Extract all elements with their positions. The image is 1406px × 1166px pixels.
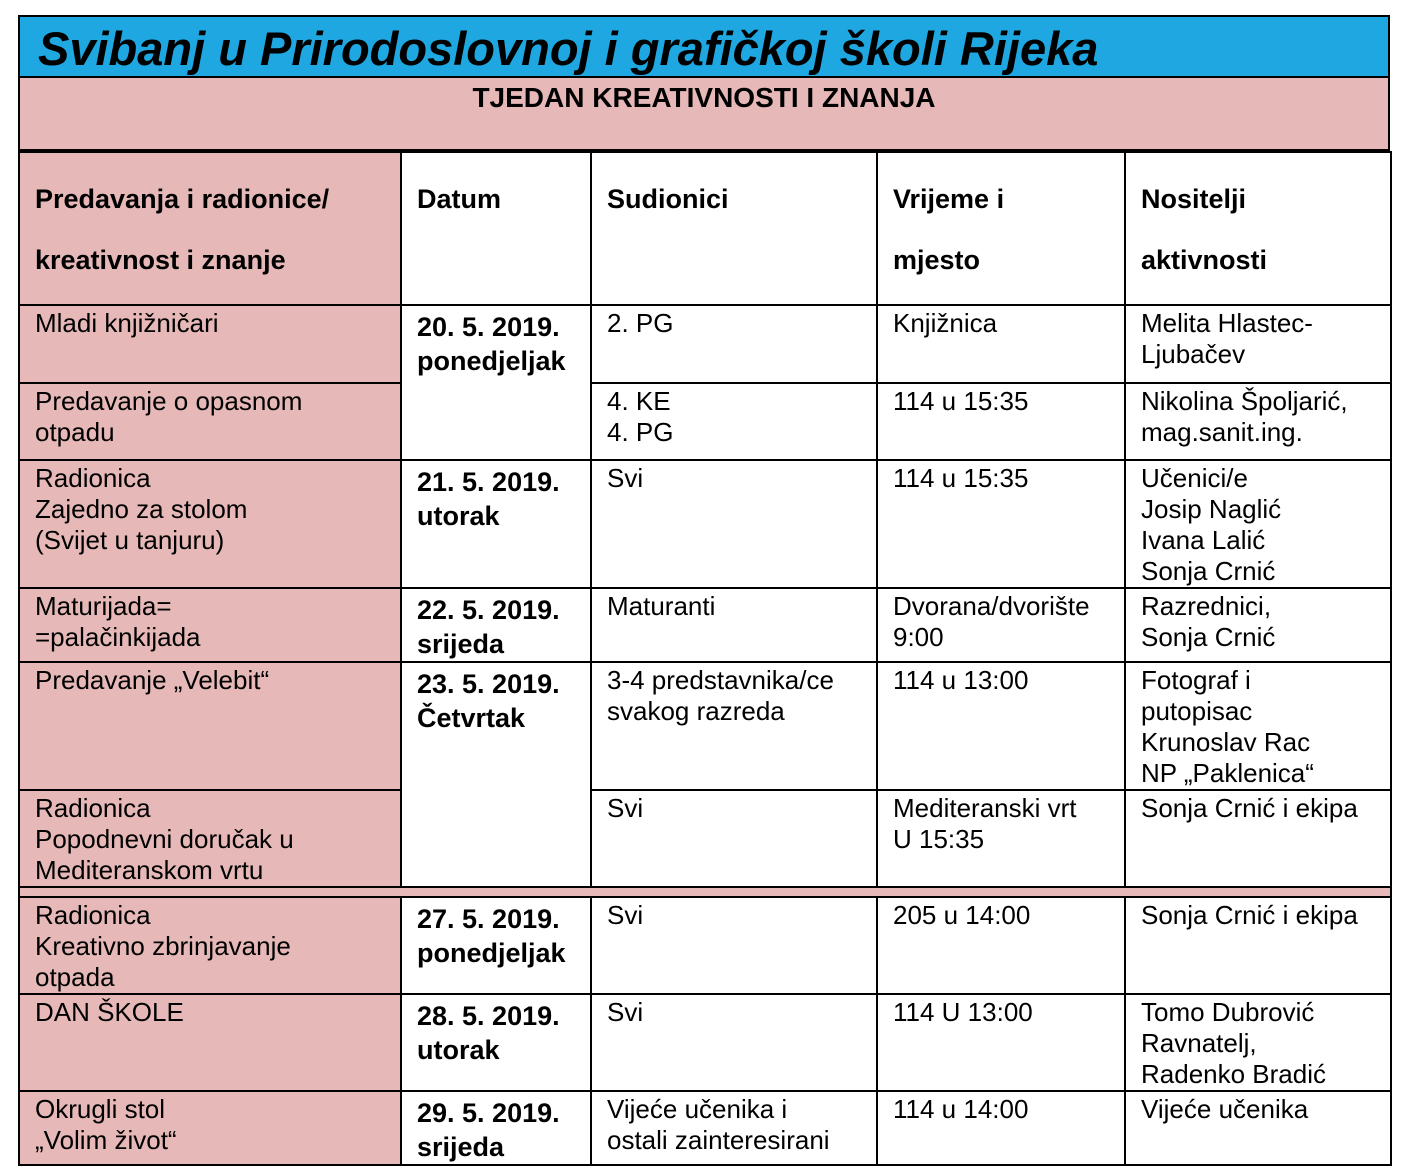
time-place-cell xyxy=(877,383,1125,460)
leaders-text: Sonja Crnić xyxy=(1141,556,1276,586)
time-place-cell xyxy=(877,1091,1125,1165)
activity-text: Mediteranskom vrtu xyxy=(35,855,264,885)
activity-text: Zajedno za stolom xyxy=(35,494,248,524)
leaders-text: putopisac xyxy=(1141,696,1253,726)
activity-text: =palačinkijada xyxy=(35,622,201,652)
leaders-text: Fotograf i xyxy=(1141,665,1251,695)
time-place-text: Dvorana/dvorište xyxy=(893,591,1090,621)
leaders-cell xyxy=(1125,305,1391,383)
participants-text: Svi xyxy=(607,900,644,930)
subtitle-banner xyxy=(18,78,1390,151)
participants-cell xyxy=(591,305,877,383)
date-cell xyxy=(401,588,591,662)
table-row xyxy=(19,662,1391,790)
weekday-text: utorak xyxy=(417,501,500,531)
leaders-cell xyxy=(1125,383,1391,460)
activity-cell xyxy=(19,662,401,790)
activity-cell xyxy=(19,460,401,588)
participants-text: 4. KE xyxy=(607,386,671,416)
time-place-cell xyxy=(877,662,1125,790)
table-row xyxy=(19,790,1391,887)
title-banner xyxy=(18,15,1390,78)
date-cell xyxy=(401,994,591,1091)
participants-text: Vijeće učenika i xyxy=(607,1094,788,1124)
header-activity-line: kreativnost i znanje xyxy=(35,245,286,275)
date-text: 28. 5. 2019. xyxy=(417,1001,560,1031)
date-text: 22. 5. 2019. xyxy=(417,595,560,625)
time-place-cell xyxy=(877,790,1125,887)
participants-cell xyxy=(591,897,877,994)
time-place-text: Knjižnica xyxy=(893,308,998,338)
activity-cell xyxy=(19,305,401,383)
row-separator xyxy=(19,887,1391,897)
header-participants-label: Sudionici xyxy=(607,184,729,214)
time-place-cell xyxy=(877,588,1125,662)
header-leaders-line: aktivnosti xyxy=(1141,245,1268,275)
document-title: Svibanj u Prirodoslovnoj i grafičkoj školi Rijeka xyxy=(38,22,1099,75)
leaders-text: Radenko Bradić xyxy=(1141,1059,1326,1089)
activity-text: Radionica xyxy=(35,463,151,493)
date-text: 27. 5. 2019. xyxy=(417,904,560,934)
time-place-text: 114 u 15:35 xyxy=(893,386,1029,416)
activity-cell xyxy=(19,588,401,662)
activity-cell xyxy=(19,790,401,887)
separator-cell xyxy=(19,887,1391,897)
leaders-text: Sonja Crnić i ekipa xyxy=(1141,900,1358,930)
time-place-cell xyxy=(877,305,1125,383)
activity-text: otpadu xyxy=(35,417,115,447)
participants-cell xyxy=(591,662,877,790)
participants-text: Svi xyxy=(607,997,644,1027)
table-row xyxy=(19,305,1391,383)
leaders-text: NP „Paklenica“ xyxy=(1141,758,1314,788)
date-cell xyxy=(401,662,591,887)
leaders-text: Ljubačev xyxy=(1141,339,1246,369)
activity-text: DAN ŠKOLE xyxy=(35,997,184,1027)
leaders-text: Tomo Dubrović xyxy=(1141,997,1315,1027)
participants-text: ostali zainteresirani xyxy=(607,1125,830,1155)
header-activity xyxy=(19,152,401,305)
schedule-table xyxy=(18,151,1392,1166)
time-place-cell xyxy=(877,460,1125,588)
leaders-text: Vijeće učenika xyxy=(1141,1094,1309,1124)
participants-cell xyxy=(591,1091,877,1165)
time-place-text: Mediteranski vrt xyxy=(893,793,1077,823)
leaders-text: Učenici/e xyxy=(1141,463,1248,493)
participants-cell xyxy=(591,994,877,1091)
activity-text: Kreativno zbrinjavanje xyxy=(35,931,291,961)
activity-text: „Volim život“ xyxy=(35,1125,177,1155)
schedule-document xyxy=(18,15,1390,1166)
weekday-text: utorak xyxy=(417,1035,500,1065)
header-leaders xyxy=(1125,152,1391,305)
participants-text: 3-4 predstavnika/ce xyxy=(607,665,834,695)
activity-text: Predavanje „Velebit“ xyxy=(35,665,270,695)
header-participants xyxy=(591,152,877,305)
leaders-cell xyxy=(1125,790,1391,887)
header-date-label: Datum xyxy=(417,184,502,214)
weekday-text: srijeda xyxy=(417,1132,505,1162)
time-place-cell xyxy=(877,897,1125,994)
leaders-text: Sonja Crnić xyxy=(1141,622,1276,652)
table-row xyxy=(19,460,1391,588)
table-row xyxy=(19,994,1391,1091)
table-row xyxy=(19,588,1391,662)
time-place-text: 114 u 14:00 xyxy=(893,1094,1029,1124)
activity-text: Maturijada= xyxy=(35,591,172,621)
leaders-cell xyxy=(1125,662,1391,790)
leaders-text: Krunoslav Rac xyxy=(1141,727,1311,757)
participants-text: svakog razreda xyxy=(607,696,785,726)
header-time-place-line: Vrijeme i xyxy=(893,184,1005,214)
activity-cell xyxy=(19,897,401,994)
date-text: 21. 5. 2019. xyxy=(417,467,560,497)
table-row xyxy=(19,1091,1391,1165)
time-place-text: 114 u 15:35 xyxy=(893,463,1029,493)
table-row xyxy=(19,383,1391,460)
time-place-text: 114 u 13:00 xyxy=(893,665,1029,695)
activity-cell xyxy=(19,383,401,460)
leaders-text: Melita Hlastec- xyxy=(1141,308,1313,338)
date-cell xyxy=(401,305,591,460)
leaders-cell xyxy=(1125,1091,1391,1165)
date-text: 29. 5. 2019. xyxy=(417,1098,560,1128)
date-cell xyxy=(401,1091,591,1165)
document-subtitle: TJEDAN KREATIVNOSTI I ZNANJA xyxy=(472,82,936,113)
activity-text: (Svijet u tanjuru) xyxy=(35,525,225,555)
activity-text: Radionica xyxy=(35,793,151,823)
leaders-text: mag.sanit.ing. xyxy=(1141,417,1303,447)
weekday-text: srijeda xyxy=(417,629,505,659)
activity-text: Mladi knjižničari xyxy=(35,308,219,338)
header-time-place-line: mjesto xyxy=(893,245,981,275)
participants-cell xyxy=(591,460,877,588)
time-place-text: U 15:35 xyxy=(893,824,985,854)
participants-cell xyxy=(591,383,877,460)
participants-text: Svi xyxy=(607,463,644,493)
date-text: 20. 5. 2019. xyxy=(417,312,560,342)
activity-cell xyxy=(19,994,401,1091)
time-place-cell xyxy=(877,994,1125,1091)
table-row xyxy=(19,897,1391,994)
time-place-text: 205 u 14:00 xyxy=(893,900,1031,930)
leaders-cell xyxy=(1125,897,1391,994)
participants-cell xyxy=(591,588,877,662)
participants-text: 2. PG xyxy=(607,308,674,338)
activity-text: Okrugli stol xyxy=(35,1094,166,1124)
header-activity-line: Predavanja i radionice/ xyxy=(35,184,330,214)
leaders-text: Ravnatelj, xyxy=(1141,1028,1257,1058)
time-place-text: 9:00 xyxy=(893,622,944,652)
leaders-cell xyxy=(1125,588,1391,662)
leaders-text: Josip Naglić xyxy=(1141,494,1282,524)
leaders-text: Nikolina Špoljarić, xyxy=(1141,386,1348,416)
participants-text: 4. PG xyxy=(607,417,674,447)
header-time-place xyxy=(877,152,1125,305)
time-place-text: 114 U 13:00 xyxy=(893,997,1033,1027)
activity-text: otpada xyxy=(35,962,115,992)
weekday-text: ponedjeljak xyxy=(417,346,566,376)
header-leaders-line: Nositelji xyxy=(1141,184,1247,214)
leaders-text: Razrednici, xyxy=(1141,591,1272,621)
leaders-text: Ivana Lalić xyxy=(1141,525,1266,555)
activity-text: Popodnevni doručak u xyxy=(35,824,294,854)
date-cell xyxy=(401,460,591,588)
participants-text: Maturanti xyxy=(607,591,716,621)
activity-cell xyxy=(19,1091,401,1165)
leaders-cell xyxy=(1125,994,1391,1091)
leaders-text: Sonja Crnić i ekipa xyxy=(1141,793,1358,823)
header-row xyxy=(19,152,1391,305)
leaders-cell xyxy=(1125,460,1391,588)
participants-cell xyxy=(591,790,877,887)
activity-text: Radionica xyxy=(35,900,151,930)
date-cell xyxy=(401,897,591,994)
weekday-text: Četvrtak xyxy=(417,703,526,733)
weekday-text: ponedjeljak xyxy=(417,938,566,968)
header-date xyxy=(401,152,591,305)
participants-text: Svi xyxy=(607,793,644,823)
activity-text: Predavanje o opasnom xyxy=(35,386,303,416)
date-text: 23. 5. 2019. xyxy=(417,669,560,699)
